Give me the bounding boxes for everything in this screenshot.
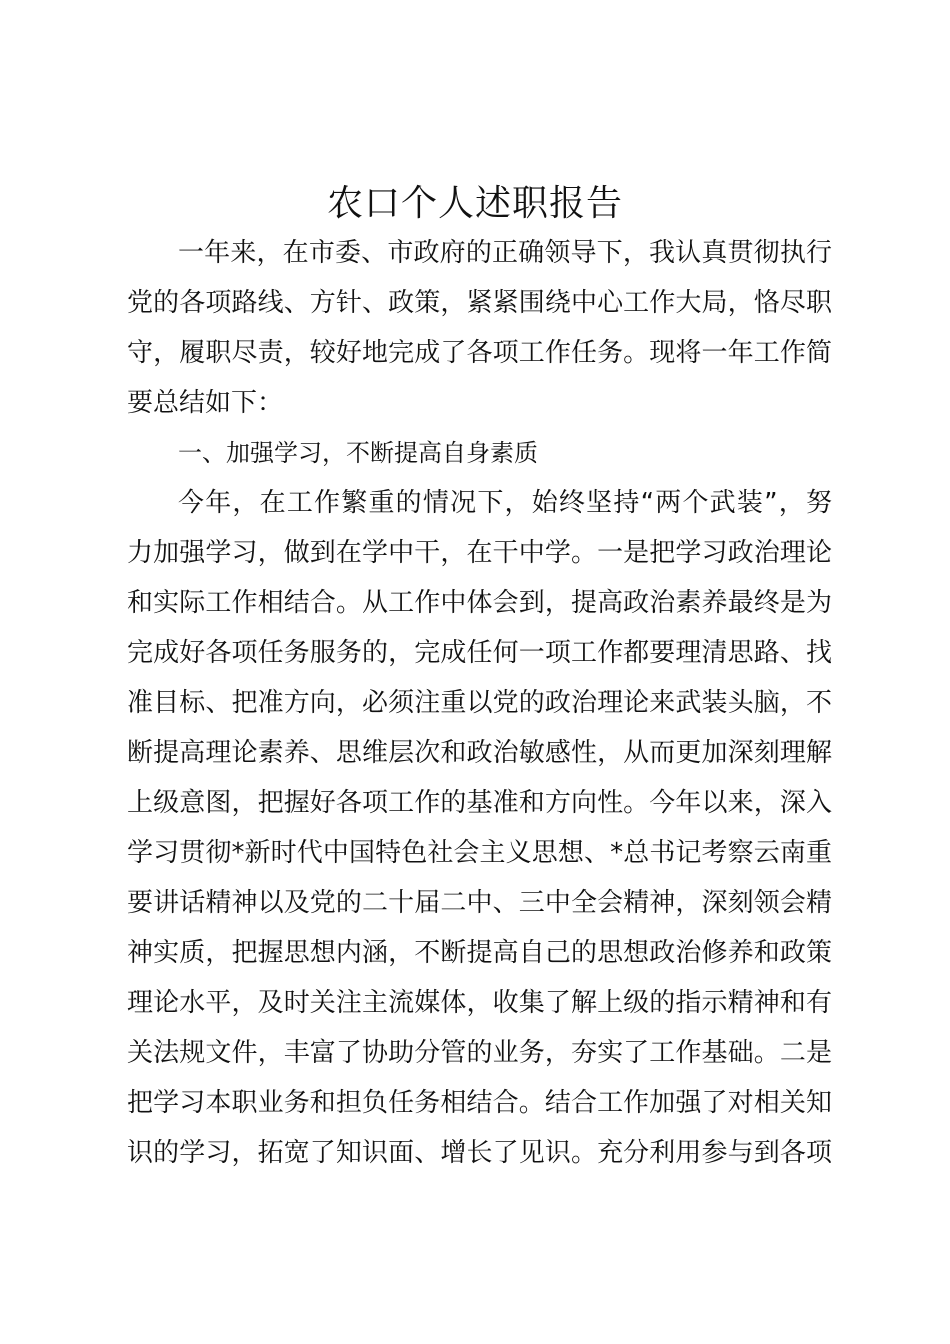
paragraph-line: 断提高理论素养、思维层次和政治敏感性，从而更加深刻理解 <box>127 738 832 768</box>
paragraph-line: 今年，在工作繁重的情况下，始终坚持“两个武装”，努 <box>178 488 832 518</box>
document-title: 农口个人述职报告 <box>326 183 623 224</box>
paragraph-line: 学习贯彻*新时代中国特色社会主义思想、*总书记考察云南重 <box>127 838 832 868</box>
paragraph-line: 识的学习，拓宽了知识面、增长了见识。充分利用参与到各项 <box>127 1138 832 1168</box>
paragraph-line: 完成好各项任务服务的，完成任何一项工作都要理清思路、找 <box>127 638 832 668</box>
paragraph-line: 要讲话精神以及党的二十届二中、三中全会精神，深刻领会精 <box>127 888 832 918</box>
section-heading: 一、加强学习，不断提高自身素质 <box>178 439 538 467</box>
paragraph-line: 一年来，在市委、市政府的正确领导下，我认真贯彻执行 <box>178 238 832 268</box>
paragraph-line: 力加强学习，做到在学中干，在干中学。一是把学习政治理论 <box>127 538 832 568</box>
paragraph-line: 理论水平，及时关注主流媒体，收集了解上级的指示精神和有 <box>127 988 832 1018</box>
paragraph-line: 党的各项路线、方针、政策，紧紧围绕中心工作大局，恪尽职 <box>127 288 832 318</box>
paragraph-line: 把学习本职业务和担负任务相结合。结合工作加强了对相关知 <box>127 1088 832 1118</box>
paragraph-line: 要总结如下： <box>127 388 284 418</box>
paragraph-line: 上级意图，把握好各项工作的基准和方向性。今年以来，深入 <box>127 788 832 818</box>
paragraph-line: 守，履职尽责，较好地完成了各项工作任务。现将一年工作简 <box>127 338 832 368</box>
paragraph-line: 神实质，把握思想内涵，不断提高自己的思想政治修养和政策 <box>127 938 832 968</box>
paragraph-line: 准目标、把准方向，必须注重以党的政治理论来武装头脑，不 <box>127 688 832 718</box>
paragraph-line: 关法规文件，丰富了协助分管的业务，夯实了工作基础。二是 <box>127 1038 832 1068</box>
paragraph-line: 和实际工作相结合。从工作中体会到，提高政治素养最终是为 <box>127 588 832 618</box>
